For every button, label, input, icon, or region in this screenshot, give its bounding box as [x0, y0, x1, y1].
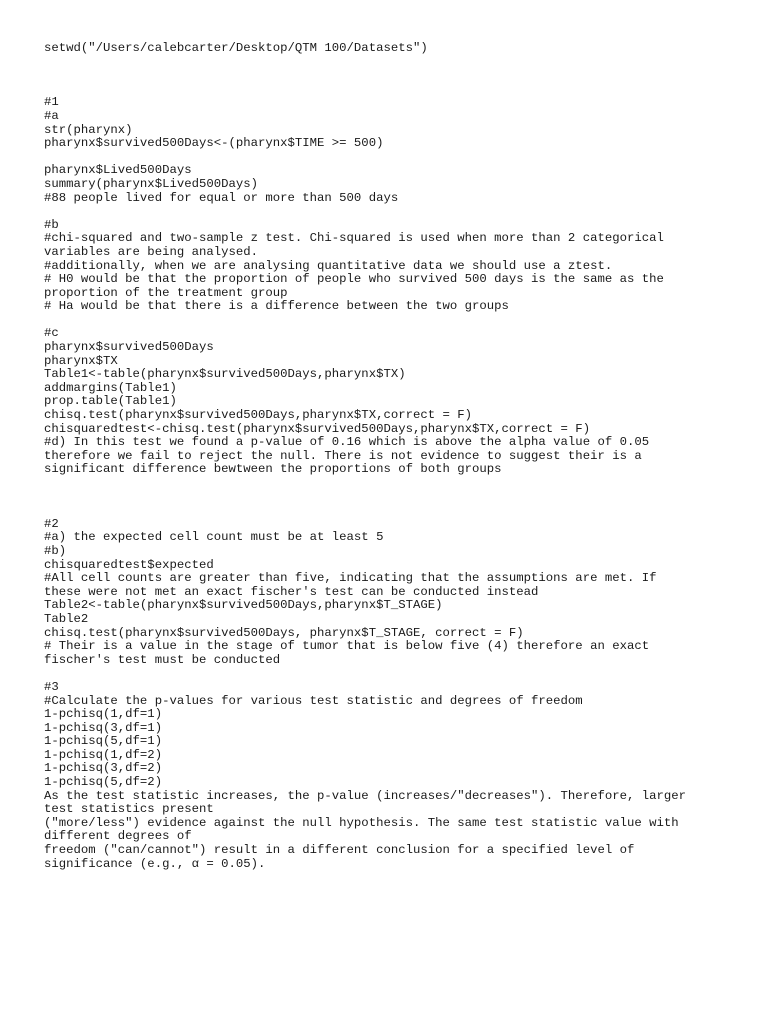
code-line: significant difference bewtween the proportions of both groups	[44, 462, 502, 477]
code-line: pharynx$survived500Days	[44, 340, 214, 355]
code-line: 1-pchisq(5,df=2)	[44, 775, 163, 790]
document-page	[44, 42, 744, 871]
code-line: setwd("/Users/calebcarter/Desktop/QTM 100/Datasets")	[44, 41, 428, 55]
code-line: chisq.test(pharynx$survived500Days,pharynx$TX,correct = F)	[44, 408, 473, 423]
code-line: ("more/less") evidence against the null hypothesis. The same test statistic value with	[44, 815, 679, 830]
blank-line	[44, 205, 744, 219]
blank-line	[44, 491, 744, 505]
code-line: test statistics present	[44, 802, 214, 817]
code-line: #d) In this test we found a p-value of 0.16 which is above the alpha value of 0.05	[44, 435, 650, 450]
code-line: therefore we fail to reject the null. There is not evidence to suggest their is a	[44, 448, 642, 463]
code-line: pharynx$TX	[44, 353, 118, 368]
code-line: freedom ("can/cannot") result in a different conclusion for a specified level of	[44, 843, 635, 858]
code-line: Table2<-table(pharynx$survived500Days,pharynx$T_STAGE)	[44, 598, 443, 613]
code-line: summary(pharynx$Lived500Days)	[44, 176, 259, 191]
blank-line	[44, 83, 744, 97]
code-line: different degrees of	[44, 829, 192, 844]
code-line: #1	[44, 95, 59, 110]
blank-line	[44, 667, 744, 681]
code-line: fischer's test must be conducted	[44, 652, 281, 667]
code-line: #All cell counts are greater than five, indicating that the assumptions are met. If	[44, 571, 657, 586]
code-line: 1-pchisq(1,df=1)	[44, 707, 163, 722]
code-line: pharynx$Lived500Days	[44, 163, 192, 178]
code-line: str(pharynx)	[44, 122, 133, 137]
code-line: #Calculate the p-values for various test statistic and degrees of freedom	[44, 693, 583, 708]
code-line: chisquaredtest<-chisq.test(pharynx$survived500Days,pharynx$TX,correct = F)	[44, 421, 591, 436]
code-line: chisquaredtest$expected	[44, 557, 214, 572]
blank-line	[44, 56, 744, 70]
code-line: prop.table(Table1)	[44, 394, 177, 409]
code-line: 1-pchisq(5,df=1)	[44, 734, 163, 749]
blank-line	[44, 504, 744, 518]
code-line: proportion of the treatment group	[44, 285, 288, 300]
code-line: As the test statistic increases, the p-value (increases/"decreases"). Therefore, larger	[44, 788, 687, 803]
blank-line	[44, 69, 744, 83]
code-line: addmargins(Table1)	[44, 380, 177, 395]
blank-line	[44, 314, 744, 328]
code-line: 1-pchisq(3,df=1)	[44, 720, 163, 735]
code-line: #b	[44, 217, 59, 232]
code-line: # Ha would be that there is a difference between the two groups	[44, 299, 509, 314]
code-line: # Their is a value in the stage of tumor that is below five (4) therefore an exact	[44, 639, 650, 654]
code-line: pharynx$survived500Days<-(pharynx$TIME >= 500)	[44, 136, 384, 151]
code-line: #88 people lived for equal or more than 500 days	[44, 190, 399, 205]
code-line: #c	[44, 326, 59, 341]
code-line: #b)	[44, 543, 67, 558]
code-line: 1-pchisq(1,df=2)	[44, 747, 163, 762]
code-line: #3	[44, 679, 59, 694]
code-line: Table2	[44, 611, 89, 626]
code-line: #a) the expected cell count must be at least 5	[44, 530, 384, 545]
code-line: #a	[44, 108, 59, 123]
code-line: chisq.test(pharynx$survived500Days, pharynx$T_STAGE, correct = F)	[44, 625, 524, 640]
code-line: #additionally, when we are analysing quantitative data we should use a ztest.	[44, 258, 613, 273]
blank-line	[44, 151, 744, 165]
code-line: # H0 would be that the proportion of people who survived 500 days is the same as the	[44, 272, 664, 287]
code-line: #chi-squared and two-sample z test. Chi-squared is used when more than 2 categorical	[44, 231, 664, 246]
code-line: variables are being analysed.	[44, 244, 259, 259]
blank-line	[44, 477, 744, 491]
code-line: Table1<-table(pharynx$survived500Days,pharynx$TX)	[44, 367, 406, 382]
code-line: 1-pchisq(3,df=2)	[44, 761, 163, 776]
code-line: these were not met an exact fischer's test can be conducted instead	[44, 584, 539, 599]
code-line: #2	[44, 516, 59, 531]
code-line: significance (e.g., α = 0.05).	[44, 856, 266, 871]
